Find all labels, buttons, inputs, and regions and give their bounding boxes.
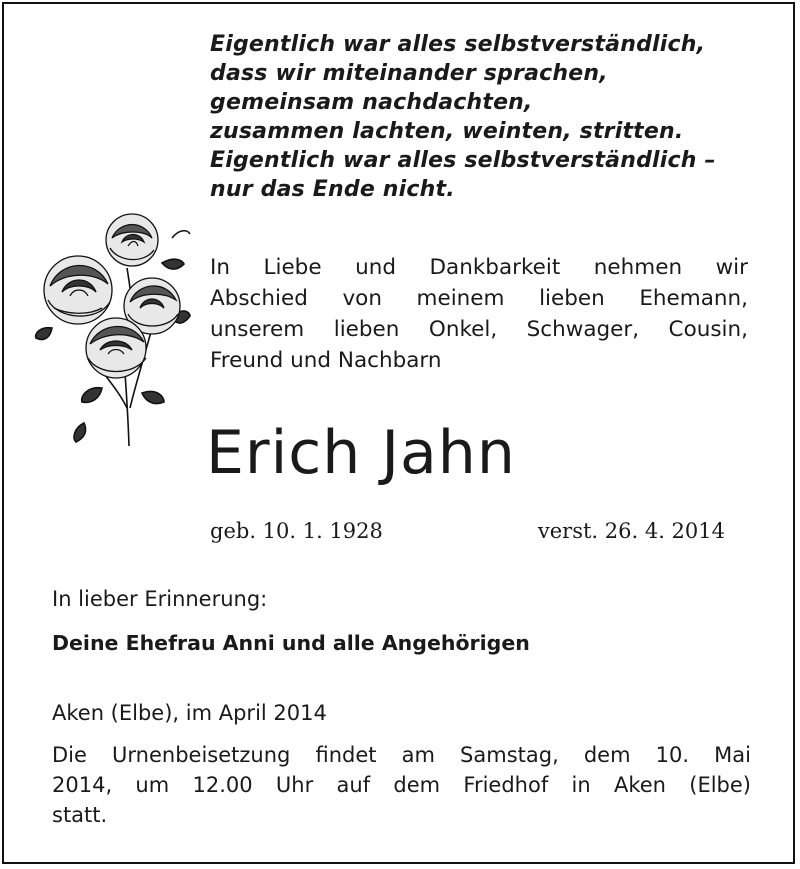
deceased-name: Erich Jahn	[206, 418, 516, 488]
burial-notice	[52, 740, 751, 830]
notice-line: Die Urnenbeisetzung findet am Samstag, dem 10. Mai	[52, 743, 751, 767]
life-dates	[210, 519, 725, 543]
poem-line: dass wir miteinander sprachen,	[210, 61, 608, 86]
poem-line: zusammen lachten, weinten, stritten.	[210, 119, 684, 144]
roses-icon	[32, 208, 192, 450]
poem-line: gemeinsam nachdachten,	[210, 90, 533, 115]
farewell-line: Freund und Nachbarn	[210, 348, 442, 373]
notice-line: 2014, um 12.00 Uhr auf dem Friedhof in Aken (Elbe)	[52, 773, 751, 797]
memory-heading: In lieber Erinnerung:	[52, 587, 268, 611]
mourners: Deine Ehefrau Anni und alle Angehörigen	[52, 631, 530, 655]
death-date: verst. 26. 4. 2014	[537, 519, 725, 543]
birth-date: geb. 10. 1. 1928	[210, 519, 383, 543]
poem	[210, 30, 716, 204]
poem-line: Eigentlich war alles selbstverständlich –	[210, 148, 716, 173]
place-and-date: Aken (Elbe), im April 2014	[52, 701, 327, 725]
farewell-line: In Liebe und Dankbarkeit nehmen wir	[210, 255, 748, 280]
poem-line: nur das Ende nicht.	[210, 177, 455, 202]
farewell-text	[210, 252, 748, 376]
farewell-line: Abschied von meinem lieben Ehemann,	[210, 286, 748, 311]
notice-line: statt.	[52, 803, 108, 827]
poem-line: Eigentlich war alles selbstverständlich,	[210, 32, 706, 57]
farewell-line: unserem lieben Onkel, Schwager, Cousin,	[210, 317, 748, 342]
